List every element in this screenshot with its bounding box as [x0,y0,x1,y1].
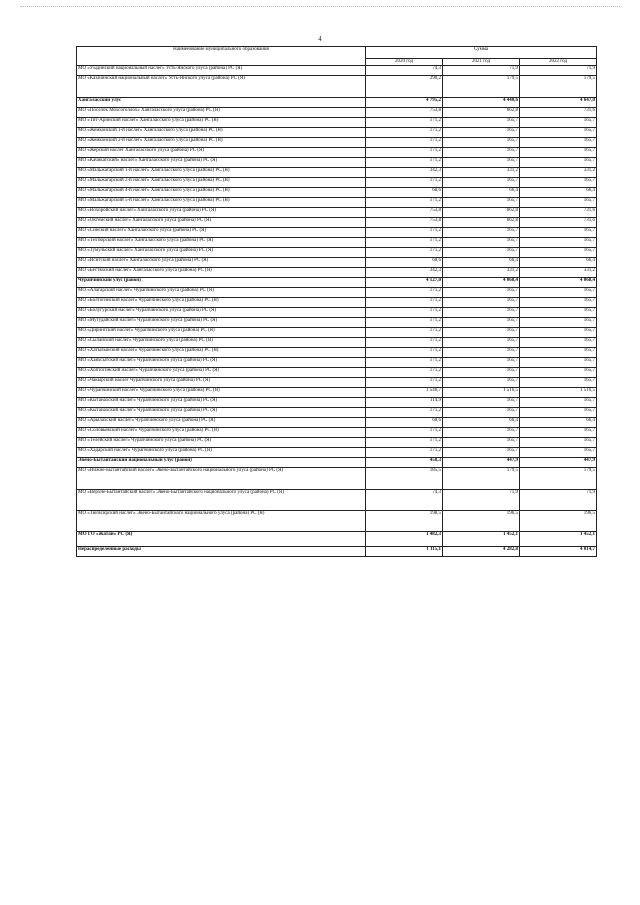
table-row [77,228,597,238]
row-value-2020: 171,2 [366,448,443,458]
row-value-2021: 165,7 [443,398,520,408]
table-row [77,368,597,378]
row-name: МО «Телейский наслег» Чурапчинского улуса (района) РС (Я) [77,438,366,448]
header-year-2021: 2021 год [443,59,520,66]
row-value-2021: 165,7 [443,238,520,248]
row-value-2021: 66,4 [443,418,520,428]
table-row [77,511,597,532]
table-row [77,218,597,228]
row-name: МО «Кытанахский наслег» Чурапчинского улуса (района) РС (Я) [77,408,366,418]
row-value-2022: 165,7 [520,438,597,448]
row-name: МО «Верхне-Бытантайский наслег» Эвено-Бытантайского национального улуса (района) РС (Я) [77,490,366,511]
table-row [77,258,597,268]
row-value-2022: 165,7 [520,338,597,348]
row-value-2020: 753,8 [366,218,443,228]
row-value-2021: 4 282,8 [443,547,520,557]
row-value-2022: 71,9 [520,490,597,511]
row-value-2021: 165,7 [443,328,520,338]
row-value-2022: 165,7 [520,318,597,328]
row-value-2020: 68,6 [366,418,443,428]
row-value-2022: 4 014,7 [520,547,597,557]
row-name: Нераспределенные расходы [77,547,366,557]
row-name: МО «Техтюрский наслег» Хангаласского улуса (района) РС (Я) [77,238,366,248]
row-value-2021: 165,7 [443,298,520,308]
row-value-2020: 198,5 [366,511,443,532]
row-value-2021: 165,7 [443,378,520,388]
row-value-2021: 165,7 [443,408,520,418]
row-name: МО «Болтогинский наслег» Чурапчинского улуса (района) РС (Я) [77,298,366,308]
row-name: МО «Чакырский наслег Чурапчинского улуса (района) РС (Я) [77,378,366,388]
row-value-2022: 165,7 [520,308,597,318]
row-value-2022: 165,7 [520,238,597,248]
row-value-2021: 165,7 [443,228,520,238]
row-value-2020: 171,2 [366,308,443,318]
row-name: МО «Сыланский наслег» Чурапчинского улуса (района) РС (Я) [77,338,366,348]
row-name: МО «Мальжагарский 4-й наслег» Хангаласского улуса (района) РС (Я) [77,188,366,198]
row-value-2020: 342,3 [366,168,443,178]
row-value-2021: 165,7 [443,368,520,378]
row-value-2020: 171,2 [366,298,443,308]
row-value-2020: 1 115,1 [366,547,443,557]
row-value-2020: 171,2 [366,148,443,158]
row-name: МО «Бестяхский наслег» Хангаласского улуса (района) РС (Я) [77,268,366,278]
row-name: МО «Болугурский наслег» Чурапчинского улуса (района) РС (Я) [77,308,366,318]
row-name: МО «Мальжагарский 1-й наслег» Хангаласского улуса (района) РС (Я) [77,168,366,178]
row-value-2020: 4 127,0 [366,278,443,288]
row-value-2022: 165,7 [520,228,597,238]
table-row-group-total [77,98,597,108]
row-value-2020: 753,8 [366,108,443,118]
table-row [77,388,597,398]
row-name: МО «Жемконский 1-й наслег» Хангаласского улуса (района) РС (Я) [77,128,366,138]
table-row [77,248,597,258]
row-value-2021: 165,7 [443,248,520,258]
table-row [77,490,597,511]
row-value-2020: 74,3 [366,66,443,76]
row-value-2020: 74,3 [366,490,443,511]
row-value-2022: 331,2 [520,268,597,278]
row-value-2020: 185,5 [366,468,443,490]
row-name: МО «Казачинский национальный наслег» Усть-Янского улуса (района) РС (Я) [77,76,366,98]
row-name: МО «Жерский наслег Хангаласского улуса (района) РС (Я) [77,148,366,158]
row-value-2020: 171,2 [366,158,443,168]
table-row [77,238,597,248]
row-name: МО «Октемский наслег» Хангаласского улуса (района) РС (Я) [77,218,366,228]
table-row-group-total [77,532,597,547]
row-value-2022: 165,7 [520,328,597,338]
row-value-2022: 165,7 [520,348,597,358]
row-value-2022: 165,7 [520,118,597,128]
row-value-2020: 171,2 [366,138,443,148]
row-value-2022: 447,9 [520,458,597,468]
row-name: МО «Дирингский наслег» Чурапчинского улуса (района) РС (Я) [77,328,366,338]
row-value-2020: 171,2 [366,238,443,248]
row-value-2020: 1 482,3 [366,532,443,547]
table-row [77,148,597,158]
row-value-2021: 165,7 [443,198,520,208]
row-name: Эвено-Бытантайский национальный улус (район) [77,458,366,468]
row-value-2021: 179,5 [443,76,520,98]
table-row [77,158,597,168]
row-value-2020: 753,8 [366,208,443,218]
row-name: МО ГО «Жатай» РС (Я) [77,532,366,547]
table-row [77,178,597,188]
row-name: МО «Мальжагарский 2-й наслег» Хангаласского улуса (района) РС (Я) [77,178,366,188]
budget-table [76,46,597,557]
row-value-2021: 1 516,5 [443,388,520,398]
row-value-2022: 165,7 [520,148,597,158]
row-value-2021: 165,7 [443,358,520,368]
row-value-2021: 165,7 [443,428,520,438]
row-value-2022: 731,6 [520,208,597,218]
row-value-2020: 171,2 [366,428,443,438]
row-value-2020: 171,2 [366,288,443,298]
row-value-2022: 179,5 [520,76,597,98]
row-name: МО «Тюгясирский наслег» Эвено-Бытантайского национального улуса (района) РС (Я) [77,511,366,532]
row-name: МО «Алагарский наслег» Чурапчинского улуса (района) РС (Я) [77,288,366,298]
table-row [77,288,597,298]
row-value-2022: 165,7 [520,138,597,148]
table-row-group-total [77,547,597,557]
row-value-2021: 165,7 [443,128,520,138]
table-row [77,438,597,448]
row-value-2020: 171,2 [366,128,443,138]
row-value-2020: 114,9 [366,398,443,408]
row-value-2021: 4 440,6 [443,98,520,108]
row-name: МО «Иситский наслег» Хангаласского улуса (района) РС (Я) [77,258,366,268]
table-row [77,268,597,278]
row-value-2020: 171,2 [366,338,443,348]
row-value-2021: 662,8 [443,218,520,228]
scan-artifact-line [20,6,620,10]
row-value-2022: 179,5 [520,468,597,490]
table-row [77,308,597,318]
table-row [77,468,597,490]
row-value-2020: 171,2 [366,118,443,128]
row-value-2021: 331,2 [443,168,520,178]
table-row [77,398,597,408]
table-row-group-total [77,458,597,468]
header-year-2022: 2022 год [520,59,597,66]
row-name: МО «Нижне-Бытантайский наслег» Эвено-Бытантайского национального улуса (района) РС (Я) [77,468,366,490]
row-value-2020: 171,2 [366,248,443,258]
table-row [77,208,597,218]
row-value-2022: 71,9 [520,66,597,76]
row-value-2021: 165,7 [443,438,520,448]
row-value-2020: 171,2 [366,198,443,208]
row-value-2021: 165,7 [443,308,520,318]
row-value-2020: 171,2 [366,438,443,448]
header-name-column: Наименование муниципального образования [77,47,366,66]
row-name: МО «Жемконский 2-й наслег» Хангаласского улуса (района) РС (Я) [77,138,366,148]
row-value-2021: 165,7 [443,158,520,168]
table-row [77,66,597,76]
row-value-2021: 66,4 [443,188,520,198]
row-name: МО «Соловьевский наслег» Чурапчинского улуса (района) РС (Я) [77,428,366,438]
table-row [77,128,597,138]
table-row [77,428,597,438]
row-value-2021: 4 068,4 [443,278,520,288]
row-value-2022: 165,7 [520,358,597,368]
table-row [77,168,597,178]
row-value-2020: 171,2 [366,228,443,238]
row-name: МО «Арылахский наслег» Чурапчинского улуса (района) РС (Я) [77,418,366,428]
row-value-2021: 66,4 [443,258,520,268]
row-value-2021: 179,5 [443,468,520,490]
row-name: Хангаласский улус [77,98,366,108]
row-value-2021: 165,7 [443,118,520,128]
row-value-2021: 165,7 [443,448,520,458]
row-value-2021: 1 452,1 [443,532,520,547]
row-value-2020: 171,2 [366,328,443,338]
row-name: МО «Синский наслег» Хангаласского улуса (района) РС (Я) [77,228,366,238]
row-value-2022: 165,7 [520,428,597,438]
table-row [77,198,597,208]
table-row [77,378,597,388]
row-value-2021: 331,2 [443,268,520,278]
header-year-2020: 2020 год [366,59,443,66]
row-value-2022: 196,5 [520,511,597,532]
row-value-2022: 165,7 [520,368,597,378]
row-value-2022: 1 452,1 [520,532,597,547]
row-name: МО «Хаяхсытский наслег» Чурапчинского улуса (района) РС (Я) [77,358,366,368]
row-value-2022: 165,7 [520,178,597,188]
table-row [77,408,597,418]
row-value-2021: 165,7 [443,148,520,158]
row-name: МО «Хадарский наслег» Чурапчинского улуса (района) РС (Я) [77,448,366,458]
table-row [77,358,597,368]
row-name: МО «Кытанахский наслег» Чурапчинского улуса (района) РС (Я) [77,398,366,408]
row-value-2020: 342,3 [366,268,443,278]
row-value-2020: 171,2 [366,378,443,388]
row-value-2020: 68,6 [366,258,443,268]
row-value-2020: 171,2 [366,348,443,358]
row-name: МО «Качикатский» наслег» Хангаласского улуса (района) РС (Я) [77,158,366,168]
row-value-2022: 165,7 [520,288,597,298]
header-sum-column: Сумма [366,47,597,59]
row-value-2022: 165,7 [520,298,597,308]
row-value-2022: 165,7 [520,378,597,388]
row-name: МО «Тит-Аринский наслег» Хангаласского улуса (района) РС (Я) [77,118,366,128]
row-value-2022: 4 647,0 [520,98,597,108]
table-row [77,118,597,128]
row-value-2021: 71,9 [443,66,520,76]
row-name: МО «Мугудайский наслег» Чурапчинского улуса (района) РС (Я) [77,318,366,328]
row-name: Чурапчинский улус (район) [77,278,366,288]
row-value-2021: 165,7 [443,178,520,188]
row-value-2021: 165,7 [443,138,520,148]
table-row [77,76,597,98]
row-value-2022: 165,7 [520,128,597,138]
row-value-2021: 165,7 [443,288,520,298]
row-value-2020: 171,2 [366,178,443,188]
table-row [77,298,597,308]
row-name: МО «Хоптогинский наслег» Чурапчинского улуса (района) РС (Я) [77,368,366,378]
row-value-2020: 290,2 [366,76,443,98]
row-value-2020: 1 546,7 [366,388,443,398]
row-value-2021: 165,7 [443,338,520,348]
table-row [77,318,597,328]
row-value-2022: 731,6 [520,108,597,118]
row-value-2020: 4 795,2 [366,98,443,108]
row-value-2021: 196,5 [443,511,520,532]
row-value-2022: 4 068,4 [520,278,597,288]
table-row [77,108,597,118]
row-value-2020: 458,3 [366,458,443,468]
row-value-2022: 66,4 [520,188,597,198]
row-value-2021: 447,9 [443,458,520,468]
row-value-2022: 165,7 [520,398,597,408]
row-value-2021: 165,7 [443,348,520,358]
table-row [77,348,597,358]
row-name: МО «Чурапчинский наслег» Чурапчинского улуса (района) РС (Я) [77,388,366,398]
page-number: 4 [318,35,322,43]
row-value-2022: 1 516,5 [520,388,597,398]
row-value-2022: 165,7 [520,248,597,258]
row-value-2020: 171,2 [366,318,443,328]
row-value-2021: 71,9 [443,490,520,511]
row-value-2022: 165,7 [520,408,597,418]
row-value-2020: 68,6 [366,188,443,198]
row-value-2021: 662,8 [443,208,520,218]
table-row [77,418,597,428]
row-value-2021: 662,8 [443,108,520,118]
row-value-2020: 171,2 [366,358,443,368]
row-name: МО «Уыдинский национальный наслег» Усть-Янского улуса (района) РС (Я) [77,66,366,76]
table-row-group-total [77,278,597,288]
row-name: МО «Нохоройский наслег» Хангаласского улуса (района) РС (Я) [77,208,366,218]
table-row [77,338,597,348]
row-name: МО «Хатылынский наслег» Чурапчинского улуса (района) РС (Я) [77,348,366,358]
row-value-2022: 331,2 [520,168,597,178]
table-row [77,328,597,338]
table-row [77,138,597,148]
row-value-2020: 171,2 [366,408,443,418]
row-value-2022: 165,7 [520,158,597,168]
row-name: МО «Поселок Мохсоголлох» Хангаласского улуса (района) РС (Я) [77,108,366,118]
row-value-2021: 165,7 [443,318,520,328]
row-name: МО «Мальжагарский 5-й наслег» Хангаласского улуса (района) РС (Я) [77,198,366,208]
row-value-2022: 165,7 [520,198,597,208]
row-value-2022: 165,7 [520,448,597,458]
table-body [77,66,597,557]
table-row [77,188,597,198]
row-value-2020: 171,2 [366,368,443,378]
table-row [77,448,597,458]
row-value-2022: 66,4 [520,418,597,428]
row-value-2022: 66,4 [520,258,597,268]
row-value-2022: 731,6 [520,218,597,228]
row-name: МО «Тумульский наслег» Хангаласского улуса (района) РС (Я) [77,248,366,258]
